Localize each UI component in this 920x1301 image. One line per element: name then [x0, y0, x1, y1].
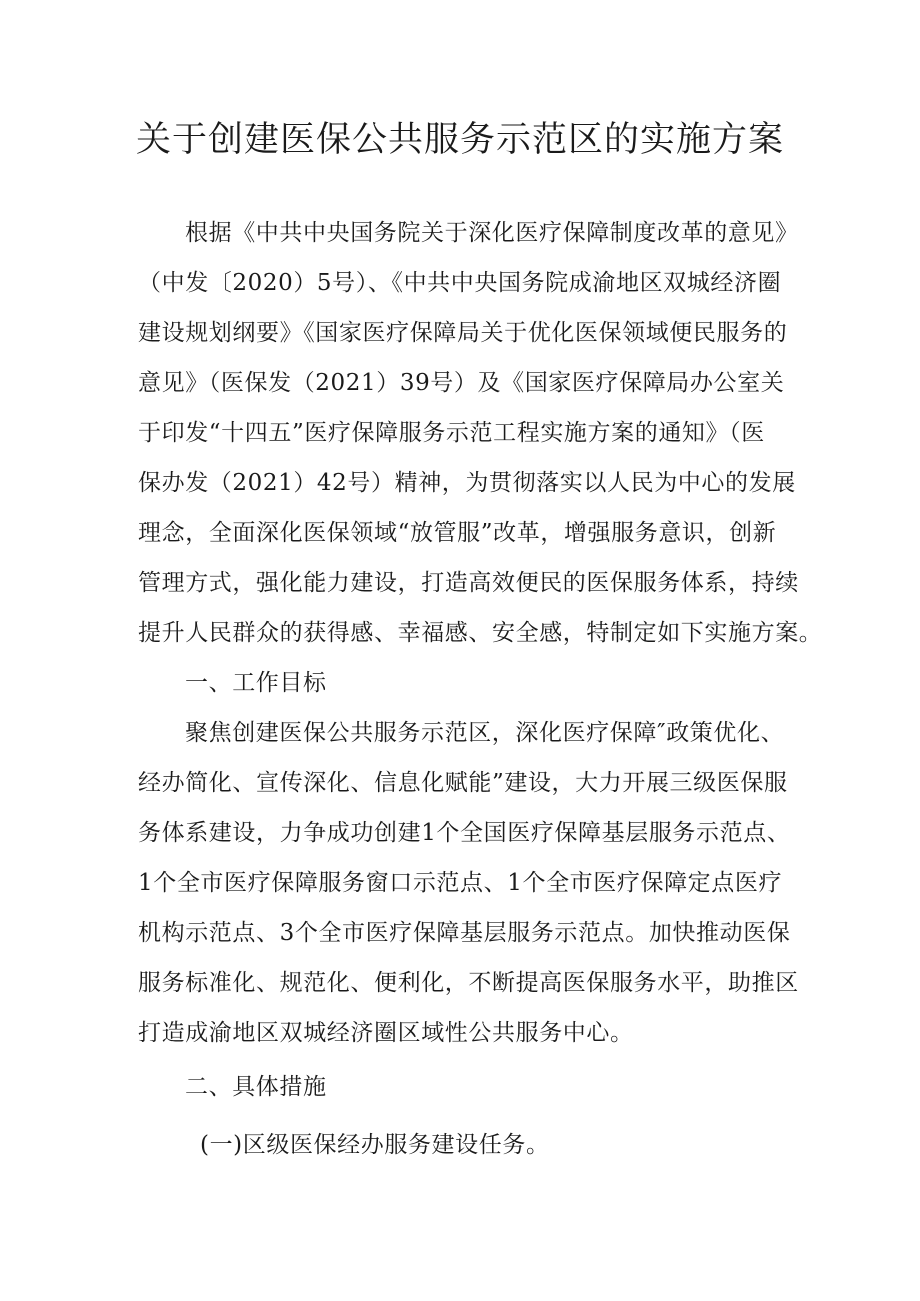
section-heading-goals: 一、工作目标: [185, 670, 327, 696]
goals-line: 聚焦创建医保公共服务示范区，深化医疗保障″政策优化、: [185, 720, 785, 746]
subsection-heading: (一)区级医保经办服务建设任务。: [200, 1132, 550, 1158]
intro-line: 管理方式，强化能力建设，打造高效便民的医保服务体系，持续: [138, 570, 799, 596]
goals-line: 1个全市医疗保障服务窗口示范点、1个全市医疗保障定点医疗: [138, 870, 783, 896]
intro-line: 理念，全面深化医保领域“放管服”改革，增强服务意识，创新: [138, 520, 777, 546]
intro-line: 建设规划纲要》《国家医疗保障局关于优化医保领域便民服务的: [138, 320, 788, 346]
intro-line: （中发〔2020）5号）、《中共中央国务院成渝地区双城经济圈: [138, 270, 782, 296]
goals-line: 务体系建设，力争成功创建1个全国医疗保障基层服务示范点、: [138, 820, 791, 846]
intro-line: 意见》（医保发（2021）39号）及《国家医疗保障局办公室关: [138, 370, 785, 396]
goals-line: 服务标准化、规范化、便利化，不断提高医保服务水平，助推区: [138, 970, 799, 996]
intro-line: 根据《中共中央国务院关于深化医疗保障制度改革的意见》: [185, 220, 799, 246]
goals-line: 机构示范点、3个全市医疗保障基层服务示范点。加快推动医保: [138, 920, 791, 946]
intro-line: 提升人民群众的获得感、幸福感、安全感，特制定如下实施方案。: [138, 620, 823, 646]
intro-line: 保办发（2021）42号）精神，为贯彻落实以人民为中心的发展: [138, 470, 796, 496]
goals-line: 打造成渝地区双城经济圈区域性公共服务中心。: [138, 1020, 634, 1046]
intro-line: 于印发“十四五”医疗保障服务示范工程实施方案的通知》（医: [138, 420, 765, 446]
document-title: 关于创建医保公共服务示范区的实施方案: [135, 120, 784, 160]
section-heading-measures: 二、具体措施: [185, 1074, 327, 1100]
goals-line: 经办简化、宣传深化、信息化赋能”建设，大力开展三级医保服: [138, 770, 788, 796]
